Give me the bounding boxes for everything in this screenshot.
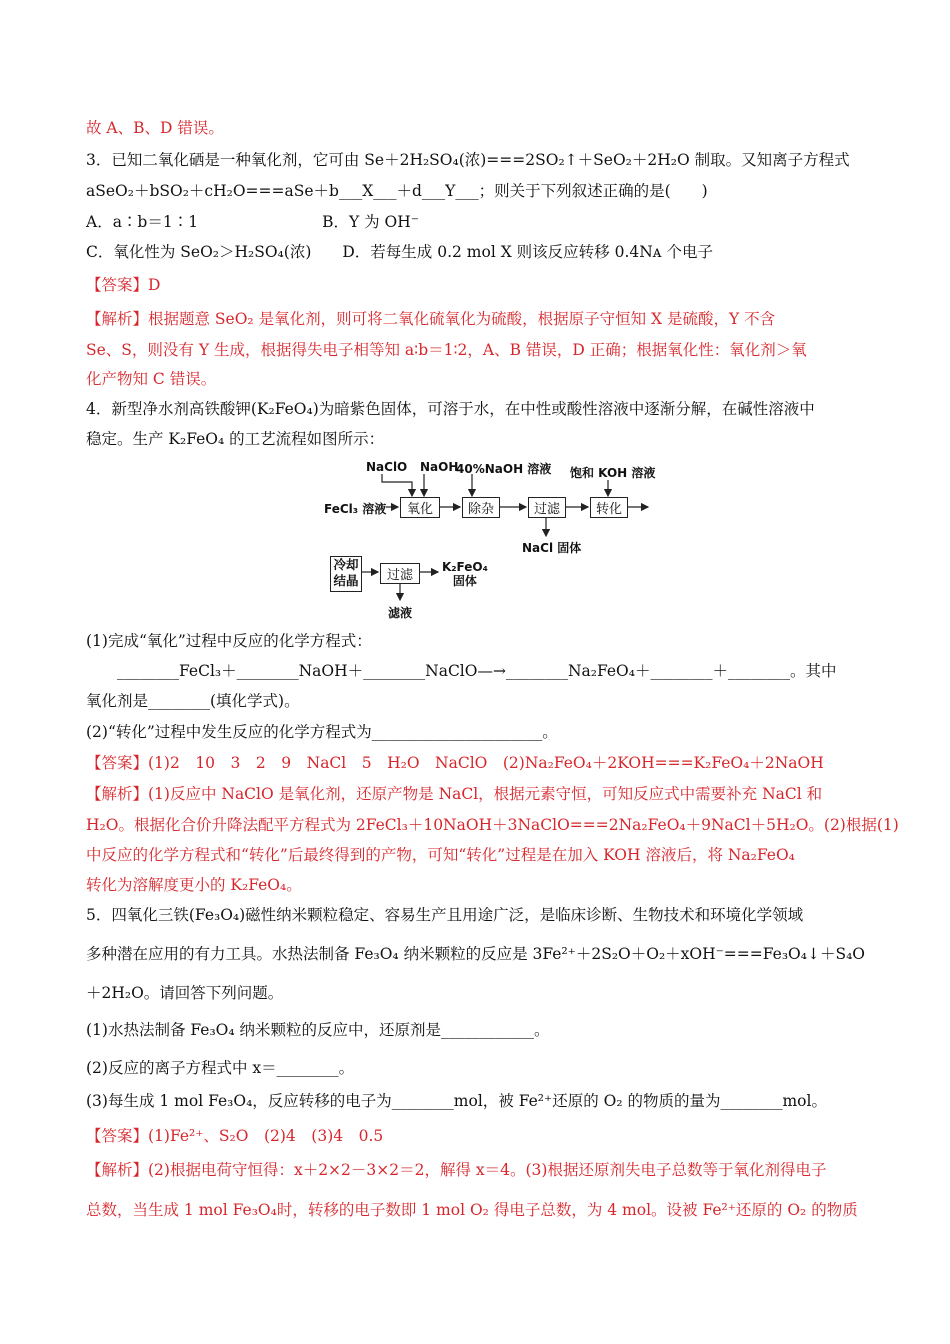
input-koh: 饱和 KOH 溶液 <box>570 466 656 480</box>
input-naoh: NaOH <box>420 460 459 474</box>
text-line-5: C．氧化性为 SeO₂＞H₂SO₄(浓) D．若每生成 0.2 mol X 则该反应转移 0.4Nᴀ 个电子 <box>86 243 713 261</box>
text-line-27: 【答案】(1)Fe²⁺、S₂O (2)4 (3)4 0.5 <box>86 1127 384 1145</box>
text-line-12: (1)完成“氧化”过程中反应的化学方程式： <box>86 632 372 650</box>
text-line-21: 5．四氧化三铁(Fe₃O₄)磁性纳米颗粒稳定、容易生产且用途广泛，是临床诊断、生物技术和环境化学领域 <box>86 906 804 924</box>
step-convert: 转化 <box>590 497 628 518</box>
text-line-6: 【答案】D <box>86 276 161 294</box>
text-line-2: 3．已知二氧化硒是一种氧化剂，它可由 Se＋2H₂SO₄(浓)===2SO₂↑＋SeO₂＋2H₂O 制取。又知离子方程式 <box>86 151 850 169</box>
text-line-14: 氧化剂是________(填化学式)。 <box>86 692 300 710</box>
step-purify: 除杂 <box>462 497 500 518</box>
text-line-18: H₂O。根据化合价升降法配平方程式为 2FeCl₃＋10NaOH＋3NaClO===2Na₂FeO₄＋9NaCl＋5H₂O。(2)根据(1) <box>86 816 899 834</box>
step-filter: 过滤 <box>528 497 566 518</box>
step-cool-crystallize: 冷却 结晶 <box>330 556 362 592</box>
text-line-20: 转化为溶解度更小的 K₂FeO₄。 <box>86 876 302 894</box>
text-line-25: (2)反应的离子方程式中 x＝________。 <box>86 1059 355 1077</box>
text-line-24: (1)水热法制备 Fe₃O₄ 纳米颗粒的反应中，还原剂是____________。 <box>86 1021 550 1039</box>
text-line-16: 【答案】(1)2 10 3 2 9 NaCl 5 H₂O NaClO (2)Na₂FeO₄＋2KOH===K₂FeO₄＋2NaOH <box>86 754 824 772</box>
step-oxidation: 氧化 <box>400 497 440 518</box>
byproduct-nacl: NaCl 固体 <box>522 541 582 555</box>
step-filter-2: 过滤 <box>380 563 420 584</box>
text-line-10: 4．新型净水剂高铁酸钾(K₂FeO₄)为暗紫色固体，可溶于水，在中性或酸性溶液中逐渐分解，在碱性溶液中 <box>86 400 815 418</box>
text-line-26: (3)每生成 1 mol Fe₃O₄，反应转移的电子为________mol，被 Fe²⁺还原的 O₂ 的物质的量为________mol。 <box>86 1092 827 1110</box>
waste-filtrate: 滤液 <box>388 606 413 620</box>
feed-fecl3: FeCl₃ 溶液 <box>324 502 387 516</box>
text-line-11: 稳定。生产 K₂FeO₄ 的工艺流程如图所示： <box>86 430 385 448</box>
text-line-1: 故 A、B、D 错误。 <box>86 119 224 137</box>
text-line-15: (2)“转化”过程中发生反应的化学方程式为______________________。 <box>86 723 558 741</box>
text-line-28: 【解析】(2)根据电荷守恒得：x＋2×2－3×2＝2，解得 x＝4。(3)根据还原剂失电子总数等于氧化剂得电子 <box>86 1161 827 1179</box>
text-line-29: 总数，当生成 1 mol Fe₃O₄时，转移的电子数即 1 mol O₂ 得电子总数，为 4 mol。设被 Fe²⁺还原的 O₂ 的物质 <box>86 1201 858 1219</box>
text-line-17: 【解析】(1)反应中 NaClO 是氧化剂，还原产物是 NaCl，根据元素守恒，可知反应式中需要补充 NaCl 和 <box>86 785 823 803</box>
text-line-13: ________FeCl₃＋________NaOH＋________NaClO—→________Na₂FeO₄＋________＋________。其中 <box>86 662 837 680</box>
text-line-4: A．a∶b＝1∶1 B．Y 为 OH⁻ <box>86 213 419 231</box>
text-line-9: 化产物知 C 错误。 <box>86 370 217 388</box>
input-40-naoh: 40%NaOH 溶液 <box>456 462 552 476</box>
text-line-22: 多种潜在应用的有力工具。水热法制备 Fe₃O₄ 纳米颗粒的反应是 3Fe²⁺＋2S₂O＋O₂＋xOH⁻===Fe₃O₄↓＋S₄O <box>86 945 866 963</box>
text-line-3: aSeO₂＋bSO₂＋cH₂O===aSe＋b___X___＋d___Y___；则关于下列叙述正确的是( ) <box>86 182 708 200</box>
text-line-7: 【解析】根据题意 SeO₂ 是氧化剂，则可将二氧化硫氧化为硫酸，根据原子守恒知 X 是硫酸，Y 不含 <box>86 310 776 328</box>
input-naclo: NaClO <box>366 460 408 474</box>
product-k2feo4: K₂FeO₄ 固体 <box>442 560 488 588</box>
text-line-23: ＋2H₂O。请回答下列问题。 <box>86 984 284 1002</box>
text-line-8: Se、S，则没有 Y 生成，根据得失电子相等知 a∶b＝1∶2，A、B 错误，D 正确；根据氧化性：氧化剂＞氧 <box>86 341 807 359</box>
text-line-19: 中反应的化学方程式和“转化”后最终得到的产物，可知“转化”过程是在加入 KOH 溶液后，将 Na₂FeO₄ <box>86 846 795 864</box>
